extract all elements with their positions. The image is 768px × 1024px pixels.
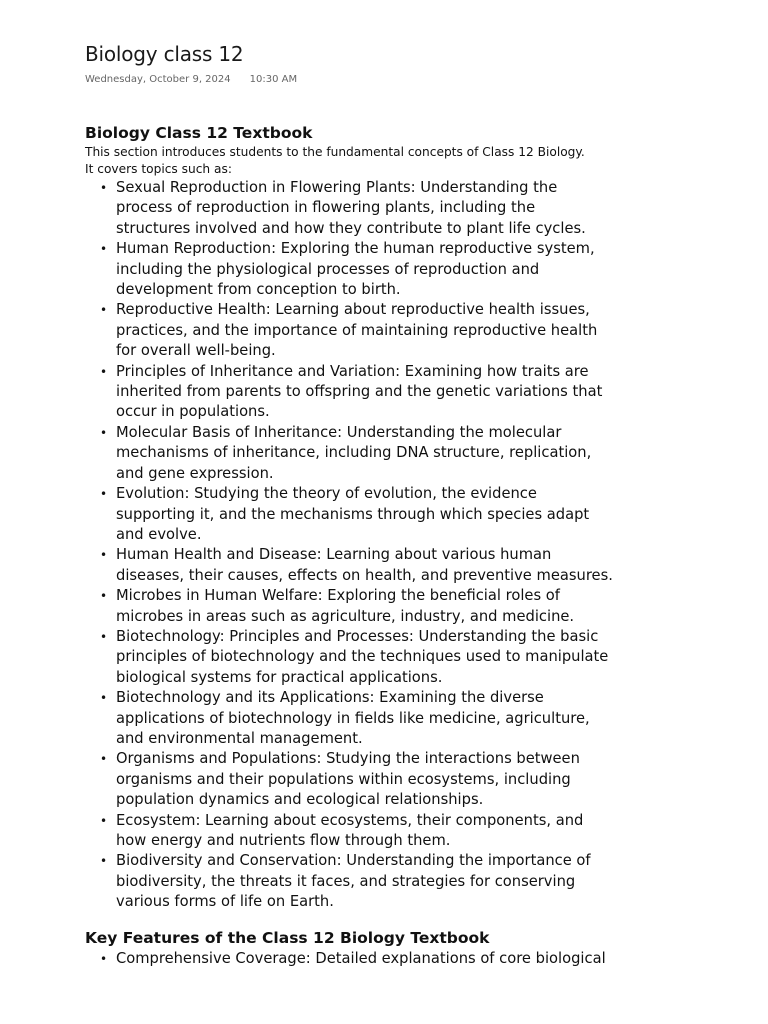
list-item-text: and environmental management. [116, 729, 363, 747]
list-item-text: and gene expression. [116, 464, 274, 482]
list-item [85, 178, 616, 239]
intro-line: This section introduces students to the fundamental concepts of Class 12 Biology. [85, 145, 585, 159]
list-item-text: process of reproduction in flowering plants, including the [116, 199, 536, 217]
list-item [85, 851, 616, 912]
list-item-text: Principles of Inheritance and Variation: Examining how traits are [116, 362, 589, 380]
section-heading-key-features: Key Features of the Class 12 Biology Textbook [85, 928, 490, 947]
list-item [85, 811, 616, 852]
list-item-text: Organisms and Populations: Studying the interactions between [116, 750, 580, 768]
section-heading-textbook: Biology Class 12 Textbook [85, 124, 313, 142]
list-item [85, 586, 616, 627]
list-item-text: Sexual Reproduction in Flowering Plants: Understanding the [116, 179, 558, 196]
list-item-text: population dynamics and ecological relationships. [116, 791, 484, 809]
intro-paragraph [85, 144, 625, 178]
list-item-text: how energy and nutrients flow through them. [116, 832, 451, 849]
note-metadata [85, 74, 297, 85]
list-item-text: Comprehensive Coverage: Detailed explanations of core biological [116, 949, 606, 967]
bullet-icon: • [100, 181, 108, 195]
list-item-text: Human Health and Disease: Learning about various human [116, 546, 552, 564]
bullet-icon: • [100, 242, 108, 257]
features-list [85, 949, 625, 969]
list-item-text: Microbes in Human Welfare: Exploring the beneficial roles of [116, 587, 560, 605]
list-item [85, 362, 616, 423]
list-item-text: principles of biotechnology and the techniques used to manipulate [116, 648, 609, 666]
note-body[interactable] [85, 122, 625, 969]
list-item-text: biodiversity, the threats it faces, and strategies for conserving [116, 872, 576, 890]
bullet-icon: • [100, 691, 108, 706]
note-time: 10:30 AM [249, 74, 298, 85]
list-item-text: supporting it, and the mechanisms through which species adapt [116, 505, 590, 523]
list-item [85, 239, 616, 300]
list-item [85, 484, 616, 545]
list-item-text: microbes in areas such as agriculture, industry, and medicine. [116, 607, 575, 625]
list-item-text: inherited from parents to offspring and the genetic variations that [116, 383, 603, 401]
list-item [85, 688, 616, 749]
bullet-icon: • [100, 364, 108, 379]
list-item-text: occur in populations. [116, 403, 270, 421]
bullet-icon: • [100, 813, 108, 828]
list-item-text: development from conception to birth. [116, 281, 401, 299]
list-item-text: applications of biotechnology in fields like medicine, agriculture, [116, 709, 590, 727]
list-item-text: including the physiological processes of reproduction and [116, 260, 540, 278]
list-item-text: Biodiversity and Conservation: Understanding the importance of [116, 852, 591, 870]
list-item [85, 949, 616, 969]
list-item-text: Molecular Basis of Inheritance: Understanding the molecular [116, 423, 562, 441]
page-title[interactable]: Biology class 12 [85, 42, 244, 66]
list-item-text: and evolve. [116, 525, 202, 543]
list-item-text: biological systems for practical applications. [116, 668, 443, 686]
list-item-text: Biotechnology and its Applications: Examining the diverse [116, 689, 544, 707]
list-item [85, 545, 616, 586]
bullet-icon: • [100, 752, 108, 767]
list-item-text: various forms of life on Earth. [116, 893, 334, 911]
list-item-text: Biotechnology: Principles and Processes: Understanding the basic [116, 627, 599, 645]
list-item-text: for overall well-being. [116, 342, 276, 360]
list-item-text: practices, and the importance of maintaining reproductive health [116, 321, 598, 339]
list-item-text: Human Reproduction: Exploring the human reproductive system, [116, 240, 595, 258]
list-item-text: diseases, their causes, effects on health, and preventive measures. [116, 566, 613, 584]
list-item-text: Evolution: Studying the theory of evolution, the evidence [116, 485, 537, 503]
list-item-text: structures involved and how they contribute to plant life cycles. [116, 219, 586, 237]
list-item-text: Reproductive Health: Learning about reproductive health issues, [116, 301, 590, 319]
bullet-icon: • [100, 589, 108, 604]
bullet-icon: • [100, 487, 108, 502]
list-item [85, 300, 616, 361]
list-item [85, 423, 616, 484]
intro-line: It covers topics such as: [85, 162, 232, 176]
list-item-text: mechanisms of inheritance, including DNA structure, replication, [116, 444, 592, 462]
list-item-text: organisms and their populations within ecosystems, including [116, 770, 571, 788]
bullet-icon: • [100, 548, 108, 563]
list-item [85, 749, 616, 810]
note-date: Wednesday, October 9, 2024 [85, 74, 231, 85]
topics-list [85, 178, 625, 913]
bullet-icon: • [100, 303, 108, 318]
bullet-icon: • [100, 854, 108, 869]
bullet-icon: • [100, 425, 108, 440]
list-item-text: Ecosystem: Learning about ecosystems, their components, and [116, 811, 584, 829]
list-item [85, 627, 616, 688]
bullet-icon: • [100, 951, 108, 966]
bullet-icon: • [100, 629, 108, 644]
